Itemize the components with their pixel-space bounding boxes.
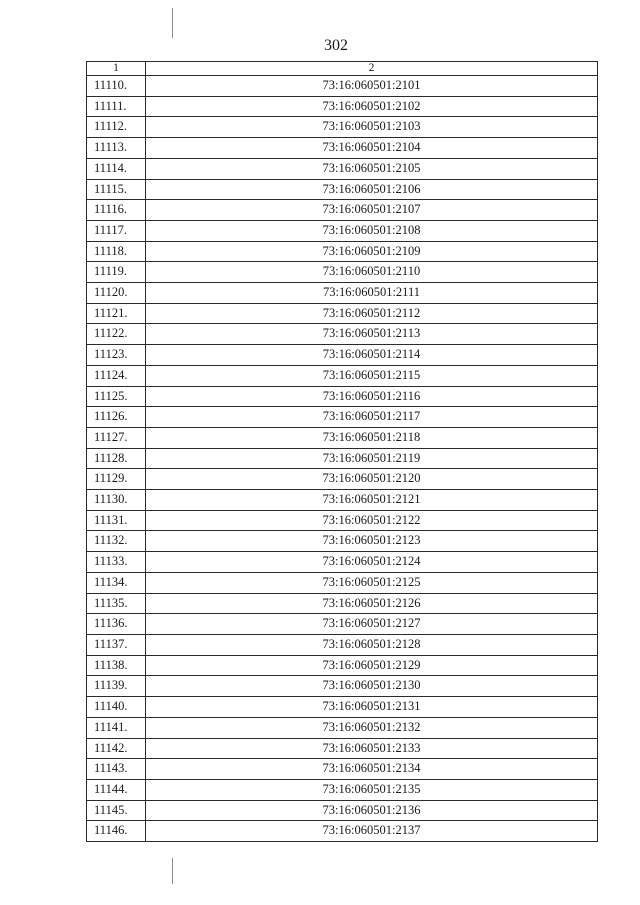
cadastral-number-cell: 73:16:060501:2119 [146,448,598,469]
cadastral-number-cell: 73:16:060501:2131 [146,697,598,718]
cadastral-table [86,61,598,842]
row-number-cell: 11120. [87,283,146,304]
cadastral-number-cell: 73:16:060501:2115 [146,365,598,386]
cadastral-number-cell: 73:16:060501:2108 [146,220,598,241]
row-number-cell: 11133. [87,552,146,573]
row-number-cell: 11145. [87,800,146,821]
table-row [87,552,598,573]
page-number: 302 [324,37,348,54]
row-number-cell: 11131. [87,510,146,531]
table-row [87,759,598,780]
row-number-cell: 11135. [87,593,146,614]
cadastral-number-cell: 73:16:060501:2121 [146,490,598,511]
table-row [87,283,598,304]
table-row [87,697,598,718]
cadastral-number-cell: 73:16:060501:2104 [146,138,598,159]
table-row [87,407,598,428]
table-row [87,655,598,676]
row-number-cell: 11124. [87,365,146,386]
cadastral-number-cell: 73:16:060501:2106 [146,179,598,200]
row-number-cell: 11127. [87,427,146,448]
table-row [87,510,598,531]
row-number-cell: 11125. [87,386,146,407]
row-number-cell: 11134. [87,572,146,593]
cadastral-number-cell: 73:16:060501:2107 [146,200,598,221]
table-row [87,179,598,200]
row-number-cell: 11130. [87,490,146,511]
table-row [87,779,598,800]
table-body [87,76,598,842]
column-header-cadastral-id: 2 [146,62,598,76]
table-row [87,241,598,262]
table-row [87,158,598,179]
cadastral-number-cell: 73:16:060501:2129 [146,655,598,676]
row-number-cell: 11122. [87,324,146,345]
table-row [87,324,598,345]
table-row [87,262,598,283]
row-number-cell: 11140. [87,697,146,718]
row-number-cell: 11126. [87,407,146,428]
row-number-cell: 11142. [87,738,146,759]
cadastral-number-cell: 73:16:060501:2112 [146,303,598,324]
table-row [87,96,598,117]
cadastral-number-cell: 73:16:060501:2118 [146,427,598,448]
row-number-cell: 11114. [87,158,146,179]
cadastral-number-cell: 73:16:060501:2128 [146,634,598,655]
cadastral-number-cell: 73:16:060501:2117 [146,407,598,428]
row-number-cell: 11118. [87,241,146,262]
cadastral-number-cell: 73:16:060501:2135 [146,779,598,800]
cadastral-number-cell: 73:16:060501:2136 [146,800,598,821]
row-number-cell: 11112. [87,117,146,138]
cadastral-number-cell: 73:16:060501:2110 [146,262,598,283]
cadastral-number-cell: 73:16:060501:2109 [146,241,598,262]
cadastral-number-cell: 73:16:060501:2102 [146,96,598,117]
row-number-cell: 11117. [87,220,146,241]
cadastral-number-cell: 73:16:060501:2124 [146,552,598,573]
row-number-cell: 11136. [87,614,146,635]
row-number-cell: 11137. [87,634,146,655]
row-number-cell: 11121. [87,303,146,324]
table-row [87,634,598,655]
row-number-cell: 11143. [87,759,146,780]
row-number-cell: 11123. [87,345,146,366]
table-row [87,448,598,469]
table-row [87,365,598,386]
row-number-cell: 11128. [87,448,146,469]
cadastral-number-cell: 73:16:060501:2116 [146,386,598,407]
cadastral-number-cell: 73:16:060501:2101 [146,76,598,97]
table-header-row [87,62,598,76]
table-row [87,717,598,738]
table-row [87,469,598,490]
scan-artifact-bottom [172,858,173,884]
cadastral-number-cell: 73:16:060501:2105 [146,158,598,179]
cadastral-number-cell: 73:16:060501:2113 [146,324,598,345]
cadastral-number-cell: 73:16:060501:2111 [146,283,598,304]
table-row [87,117,598,138]
cadastral-number-cell: 73:16:060501:2134 [146,759,598,780]
row-number-cell: 11141. [87,717,146,738]
cadastral-number-cell: 73:16:060501:2125 [146,572,598,593]
table-row [87,593,598,614]
row-number-cell: 11138. [87,655,146,676]
row-number-cell: 11144. [87,779,146,800]
cadastral-number-cell: 73:16:060501:2123 [146,531,598,552]
row-number-cell: 11111. [87,96,146,117]
table-row [87,800,598,821]
row-number-cell: 11132. [87,531,146,552]
table-row [87,614,598,635]
cadastral-number-cell: 73:16:060501:2127 [146,614,598,635]
table-row [87,220,598,241]
table-row [87,427,598,448]
cadastral-number-cell: 73:16:060501:2120 [146,469,598,490]
cadastral-number-cell: 73:16:060501:2132 [146,717,598,738]
table-row [87,738,598,759]
scan-artifact-top [172,8,173,38]
table-row [87,676,598,697]
row-number-cell: 11116. [87,200,146,221]
table-row [87,303,598,324]
row-number-cell: 11119. [87,262,146,283]
cadastral-number-cell: 73:16:060501:2103 [146,117,598,138]
row-number-cell: 11139. [87,676,146,697]
table-row [87,76,598,97]
cadastral-number-cell: 73:16:060501:2130 [146,676,598,697]
row-number-cell: 11129. [87,469,146,490]
row-number-cell: 11146. [87,821,146,842]
row-number-cell: 11110. [87,76,146,97]
column-header-number: 1 [87,62,146,76]
table-row [87,345,598,366]
cadastral-number-cell: 73:16:060501:2126 [146,593,598,614]
cadastral-number-cell: 73:16:060501:2133 [146,738,598,759]
table-row [87,200,598,221]
table-row [87,138,598,159]
row-number-cell: 11113. [87,138,146,159]
table-row [87,490,598,511]
cadastral-number-cell: 73:16:060501:2137 [146,821,598,842]
table-row [87,821,598,842]
cadastral-number-cell: 73:16:060501:2122 [146,510,598,531]
table-row [87,386,598,407]
table-row [87,572,598,593]
cadastral-number-cell: 73:16:060501:2114 [146,345,598,366]
table-row [87,531,598,552]
row-number-cell: 11115. [87,179,146,200]
